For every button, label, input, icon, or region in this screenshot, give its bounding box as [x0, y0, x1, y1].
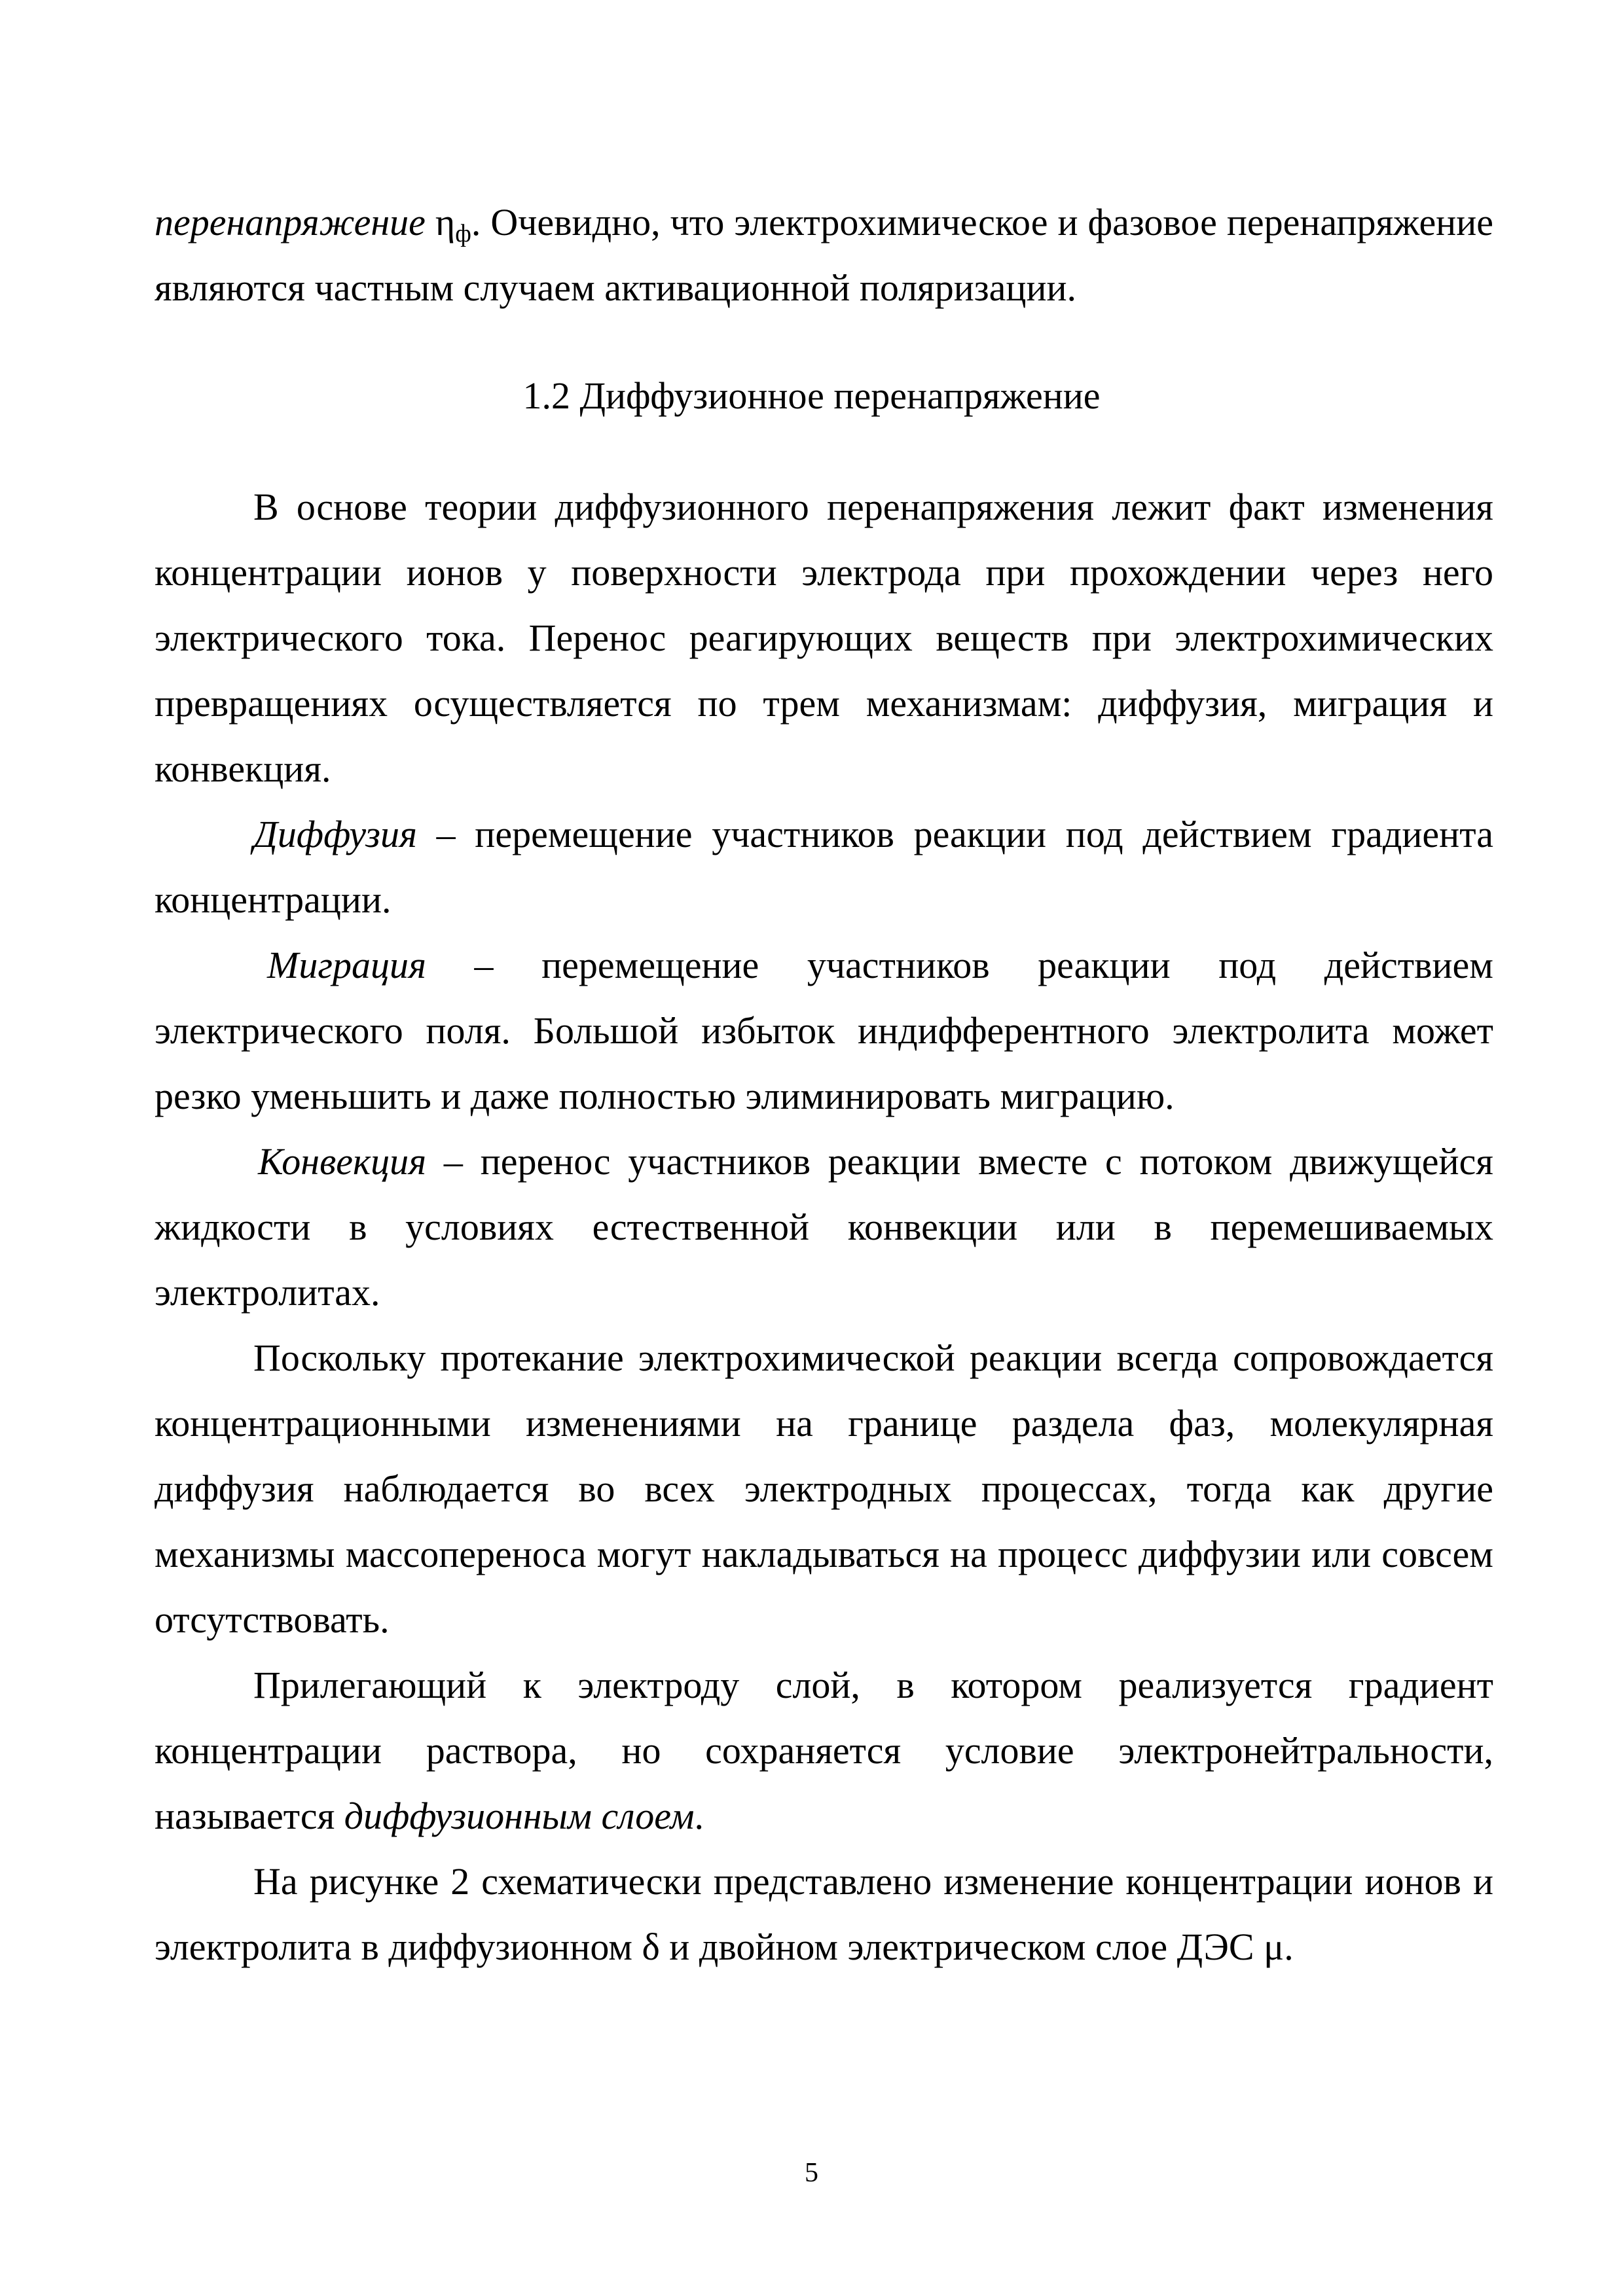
- diffusion-line-2: концентрации.: [155, 878, 392, 921]
- paragraph-theory: [155, 475, 1493, 802]
- diffusion-line-1: Диффузия – перемещение участников реакции под действием градиента: [253, 813, 1493, 855]
- intro-line-2: являются частным случаем активационной поляризации.: [155, 266, 1077, 309]
- p4-line-2: электролита в диффузионном δ и двойном электрическом слое ДЭС μ.: [155, 1926, 1294, 1968]
- migration-line-1: Миграция – перемещение участников реакции под действием: [267, 944, 1493, 986]
- diffusion-layer-term: диффузионным слоем: [344, 1795, 695, 1837]
- eta-symbol: $\eta_ф$: [435, 201, 471, 247]
- paragraph-figure-ref: [155, 1849, 1493, 1980]
- intro-line-1: [155, 190, 1493, 255]
- section-heading: 1.2 Диффузионное перенапряжение: [522, 374, 1101, 417]
- migration-line-2: электрического поля. Большой избыток индифферентного электролита может: [155, 1009, 1493, 1052]
- p2-line-5: отсутствовать.: [155, 1598, 390, 1641]
- intro-italic-term: перенапряжение: [155, 201, 426, 243]
- p4-line-1: На рисунке 2 схематически представлено изменение концентрации ионов и: [253, 1860, 1493, 1903]
- p3-line-3: называется диффузионным слоем.: [155, 1795, 704, 1837]
- p1-line-1: В основе теории диффузионного перенапряжения лежит факт изменения: [253, 486, 1493, 528]
- migration-term: Миграция: [267, 944, 426, 986]
- paragraph-diffusion: [155, 802, 1493, 933]
- p2-line-1: Поскольку протекание электрохимической реакции всегда сопровождается: [253, 1336, 1493, 1379]
- p2-line-2: концентрационными изменениями на границе раздела фаз, молекулярная: [155, 1402, 1493, 1444]
- p3-line-1: Прилегающий к электроду слой, в котором реализуется градиент: [253, 1664, 1493, 1706]
- paragraph-migration: [155, 933, 1493, 1129]
- intro-paragraph: [155, 190, 1493, 321]
- migration-line-3: резко уменьшить и даже полностью элиминировать миграцию.: [155, 1075, 1175, 1117]
- convection-term: Конвекция: [258, 1140, 427, 1183]
- diffusion-term: Диффузия: [253, 813, 417, 855]
- paragraph-mass-transfer: [155, 1325, 1493, 1653]
- p1-line-5: конвекция.: [155, 747, 331, 790]
- convection-line-3: электролитах.: [155, 1271, 380, 1314]
- p1-line-4: превращениях осуществляется по трем механизмам: диффузия, миграция и: [155, 682, 1493, 725]
- paragraph-diffusion-layer: [155, 1653, 1493, 1849]
- p2-line-4: механизмы массопереноса могут накладываться на процесс диффузии или совсем: [155, 1533, 1493, 1575]
- p1-line-2: концентрации ионов у поверхности электрода при прохождении через него: [155, 551, 1493, 594]
- convection-line-2: жидкости в условиях естественной конвекции или в перемешиваемых: [155, 1206, 1493, 1248]
- p2-line-3: диффузия наблюдается во всех электродных процессах, тогда как другие: [155, 1467, 1493, 1510]
- p1-line-3: электрического тока. Перенос реагирующих веществ при электрохимических: [155, 617, 1493, 659]
- page-number: 5: [805, 2158, 818, 2188]
- paragraph-convection: [155, 1129, 1493, 1325]
- convection-line-1: Конвекция – перенос участников реакции вместе с потоком движущейся: [258, 1140, 1493, 1183]
- p3-line-2: концентрации раствора, но сохраняется условие электронейтральности,: [155, 1729, 1493, 1772]
- intro-line-1-text: . Очевидно, что электрохимическое и фазовое перенапряжение: [471, 201, 1494, 243]
